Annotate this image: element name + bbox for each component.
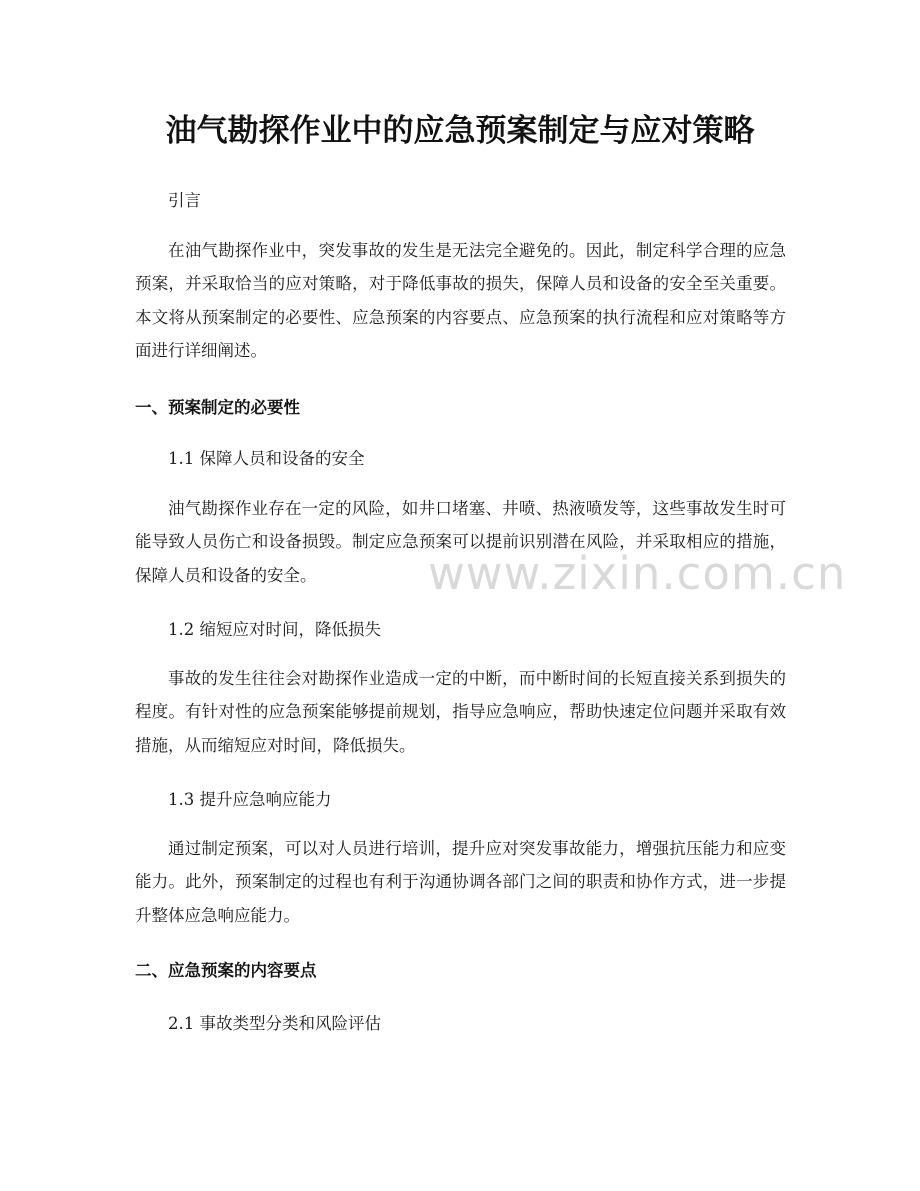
section-1-1-subtitle: 1.1 保障人员和设备的安全 <box>168 449 365 468</box>
intro-label: 引言 <box>168 191 201 210</box>
watermark: www.zixin.com.cn <box>428 547 847 600</box>
section-1-2-subtitle: 1.2 缩短应对时间，降低损失 <box>168 620 381 639</box>
section-1-heading: 一、预案制定的必要性 <box>135 398 300 417</box>
section-2-heading: 二、应急预案的内容要点 <box>135 961 317 980</box>
section-1-2-paragraph: 事故的发生往往会对勘探作业造成一定的中断，而中断时间的长短直接关系到损失的程度。有针对性的应急预案能够提前规划，指导应急响应，帮助快速定位问题并采取有效措施，从而缩短应对时间，降低损失。 <box>135 669 786 755</box>
section-1-3-paragraph: 通过制定预案，可以对人员进行培训，提升应对突发事故能力，增强抗压能力和应变能力。此外，预案制定的过程也有利于沟通协调各部门之间的职责和协作方式，进一步提升整体应急响应能力。 <box>135 839 786 925</box>
section-1-3-subtitle: 1.3 提升应急响应能力 <box>168 790 332 809</box>
document-title: 油气勘探作业中的应急预案制定与应对策略 <box>165 113 755 149</box>
intro-paragraph: 在油气勘探作业中，突发事故的发生是无法完全避免的。因此，制定科学合理的应急预案，并采取恰当的应对策略，对于降低事故的损失，保障人员和设备的安全至关重要。本文将从预案制定的必要性、应急预案的内容要点、应急预案的执行流程和应对策略等方面进行详细阐述。 <box>135 241 786 360</box>
section-2-1-subtitle: 2.1 事故类型分类和风险评估 <box>168 1014 381 1033</box>
section-1-1-paragraph: 油气勘探作业存在一定的风险，如井口堵塞、井喷、热液喷发等，这些事故发生时可能导致人员伤亡和设备损毁。制定应急预案可以提前识别潜在风险，并采取相应的措施，保障人员和设备的安全。 <box>135 499 786 585</box>
